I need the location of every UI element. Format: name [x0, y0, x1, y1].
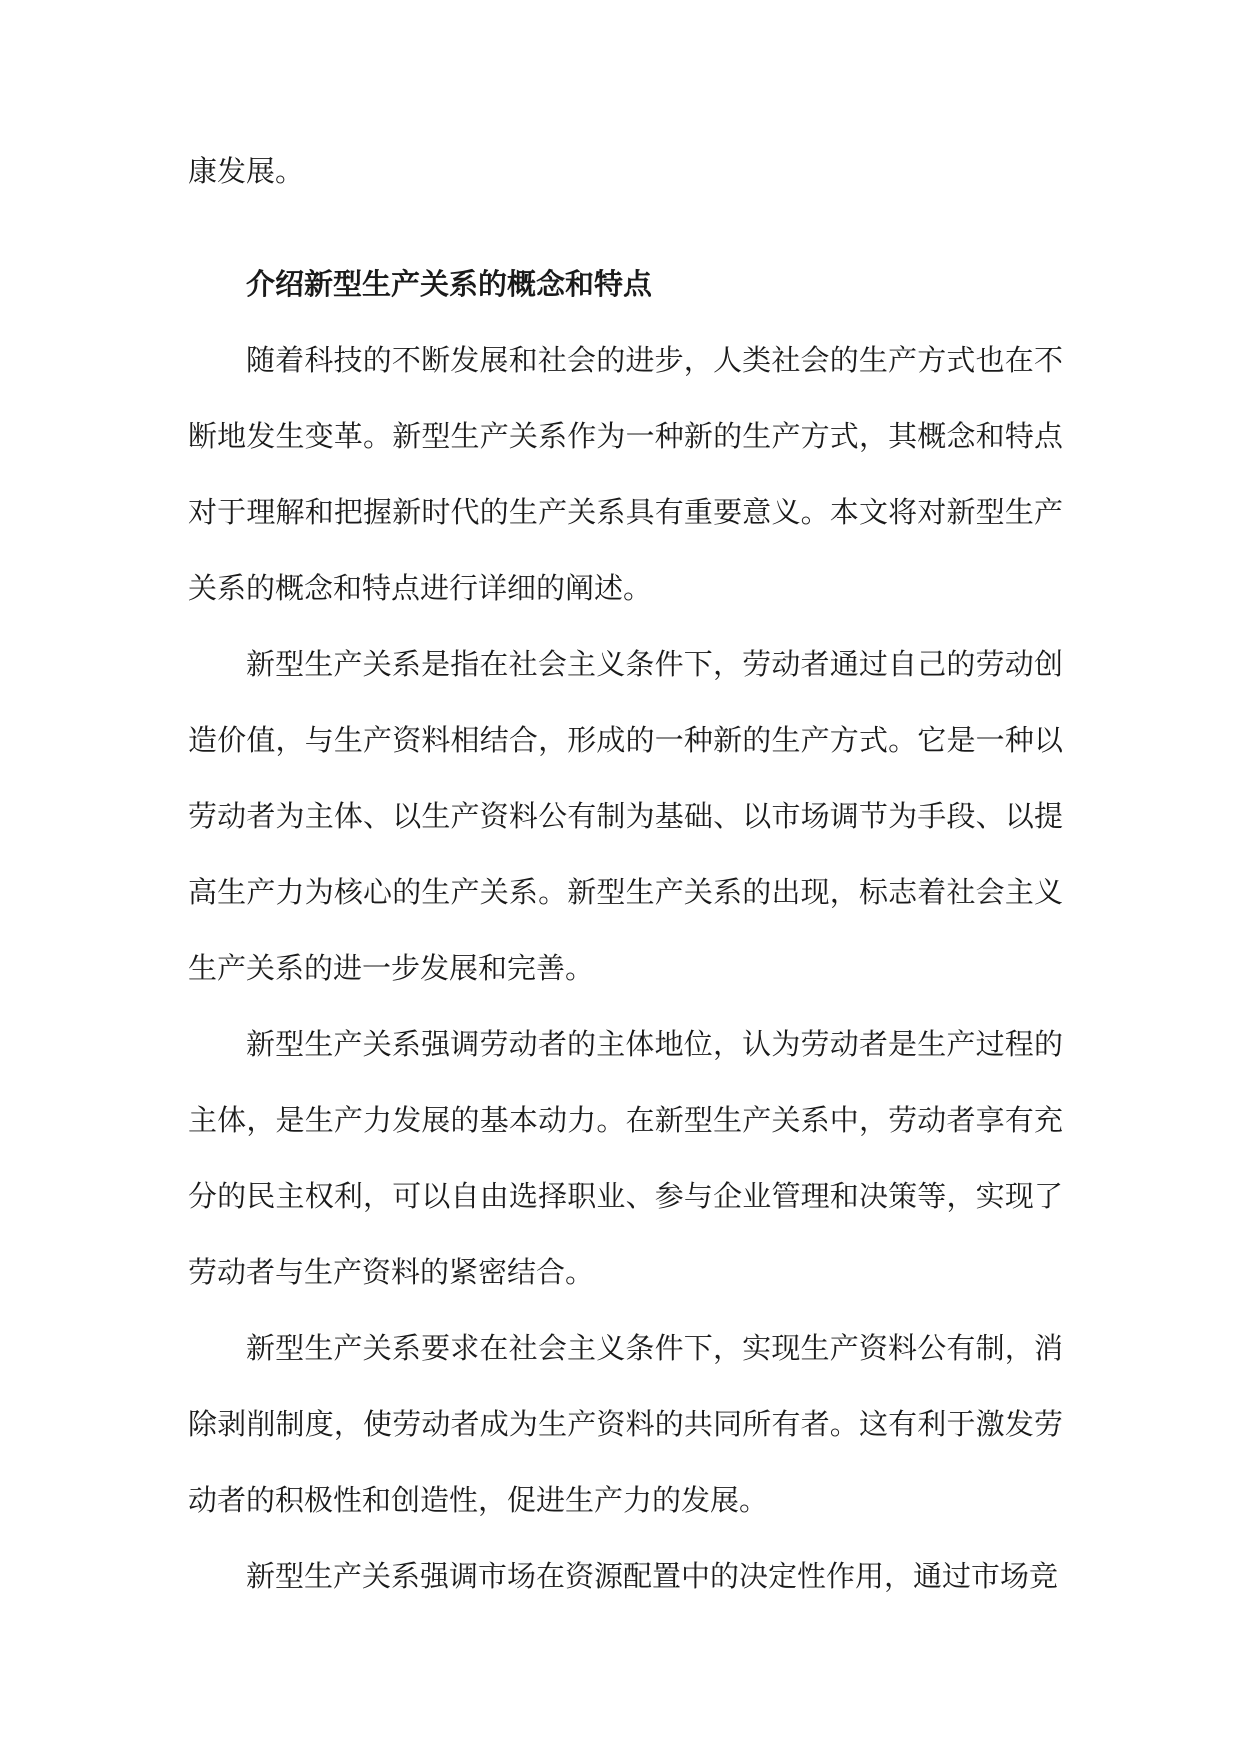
paragraph-5-block: [188, 1538, 1063, 1614]
paragraph-1-block: [188, 322, 1063, 626]
continuation-paragraph: 康发展。: [188, 154, 305, 188]
paragraph-2-block: [188, 626, 1063, 1006]
paragraph: 新型生产关系强调劳动者的主体地位，认为劳动者是生产过程的主体，是生产力发展的基本动力。在新型生产关系中，劳动者享有充分的民主权利，可以自由选择职业、参与企业管理和决策等，实现了劳动者与生产资料的紧密结合。: [188, 1027, 1063, 1289]
paragraph: 新型生产关系强调市场在资源配置中的决定性作用，通过市场竞: [246, 1559, 1059, 1593]
continuation-text: [188, 133, 1063, 209]
paragraph: 随着科技的不断发展和社会的进步，人类社会的生产方式也在不断地发生变革。新型生产关系作为一种新的生产方式，其概念和特点对于理解和把握新时代的生产关系具有重要意义。本文将对新型生产关系的概念和特点进行详细的阐述。: [188, 343, 1063, 605]
paragraph-4-block: [188, 1310, 1063, 1538]
paragraph: 新型生产关系要求在社会主义条件下，实现生产资料公有制，消除剥削制度，使劳动者成为生产资料的共同所有者。这有利于激发劳动者的积极性和创造性，促进生产力的发展。: [188, 1331, 1063, 1517]
paragraph: 新型生产关系是指在社会主义条件下，劳动者通过自己的劳动创造价值，与生产资料相结合，形成的一种新的生产方式。它是一种以劳动者为主体、以生产资料公有制为基础、以市场调节为手段、以提高生产力为核心的生产关系。新型生产关系的出现，标志着社会主义生产关系的进一步发展和完善。: [188, 647, 1063, 985]
section-heading: 介绍新型生产关系的概念和特点: [246, 267, 653, 301]
section-heading-block: [188, 246, 1063, 322]
paragraph-3-block: [188, 1006, 1063, 1310]
